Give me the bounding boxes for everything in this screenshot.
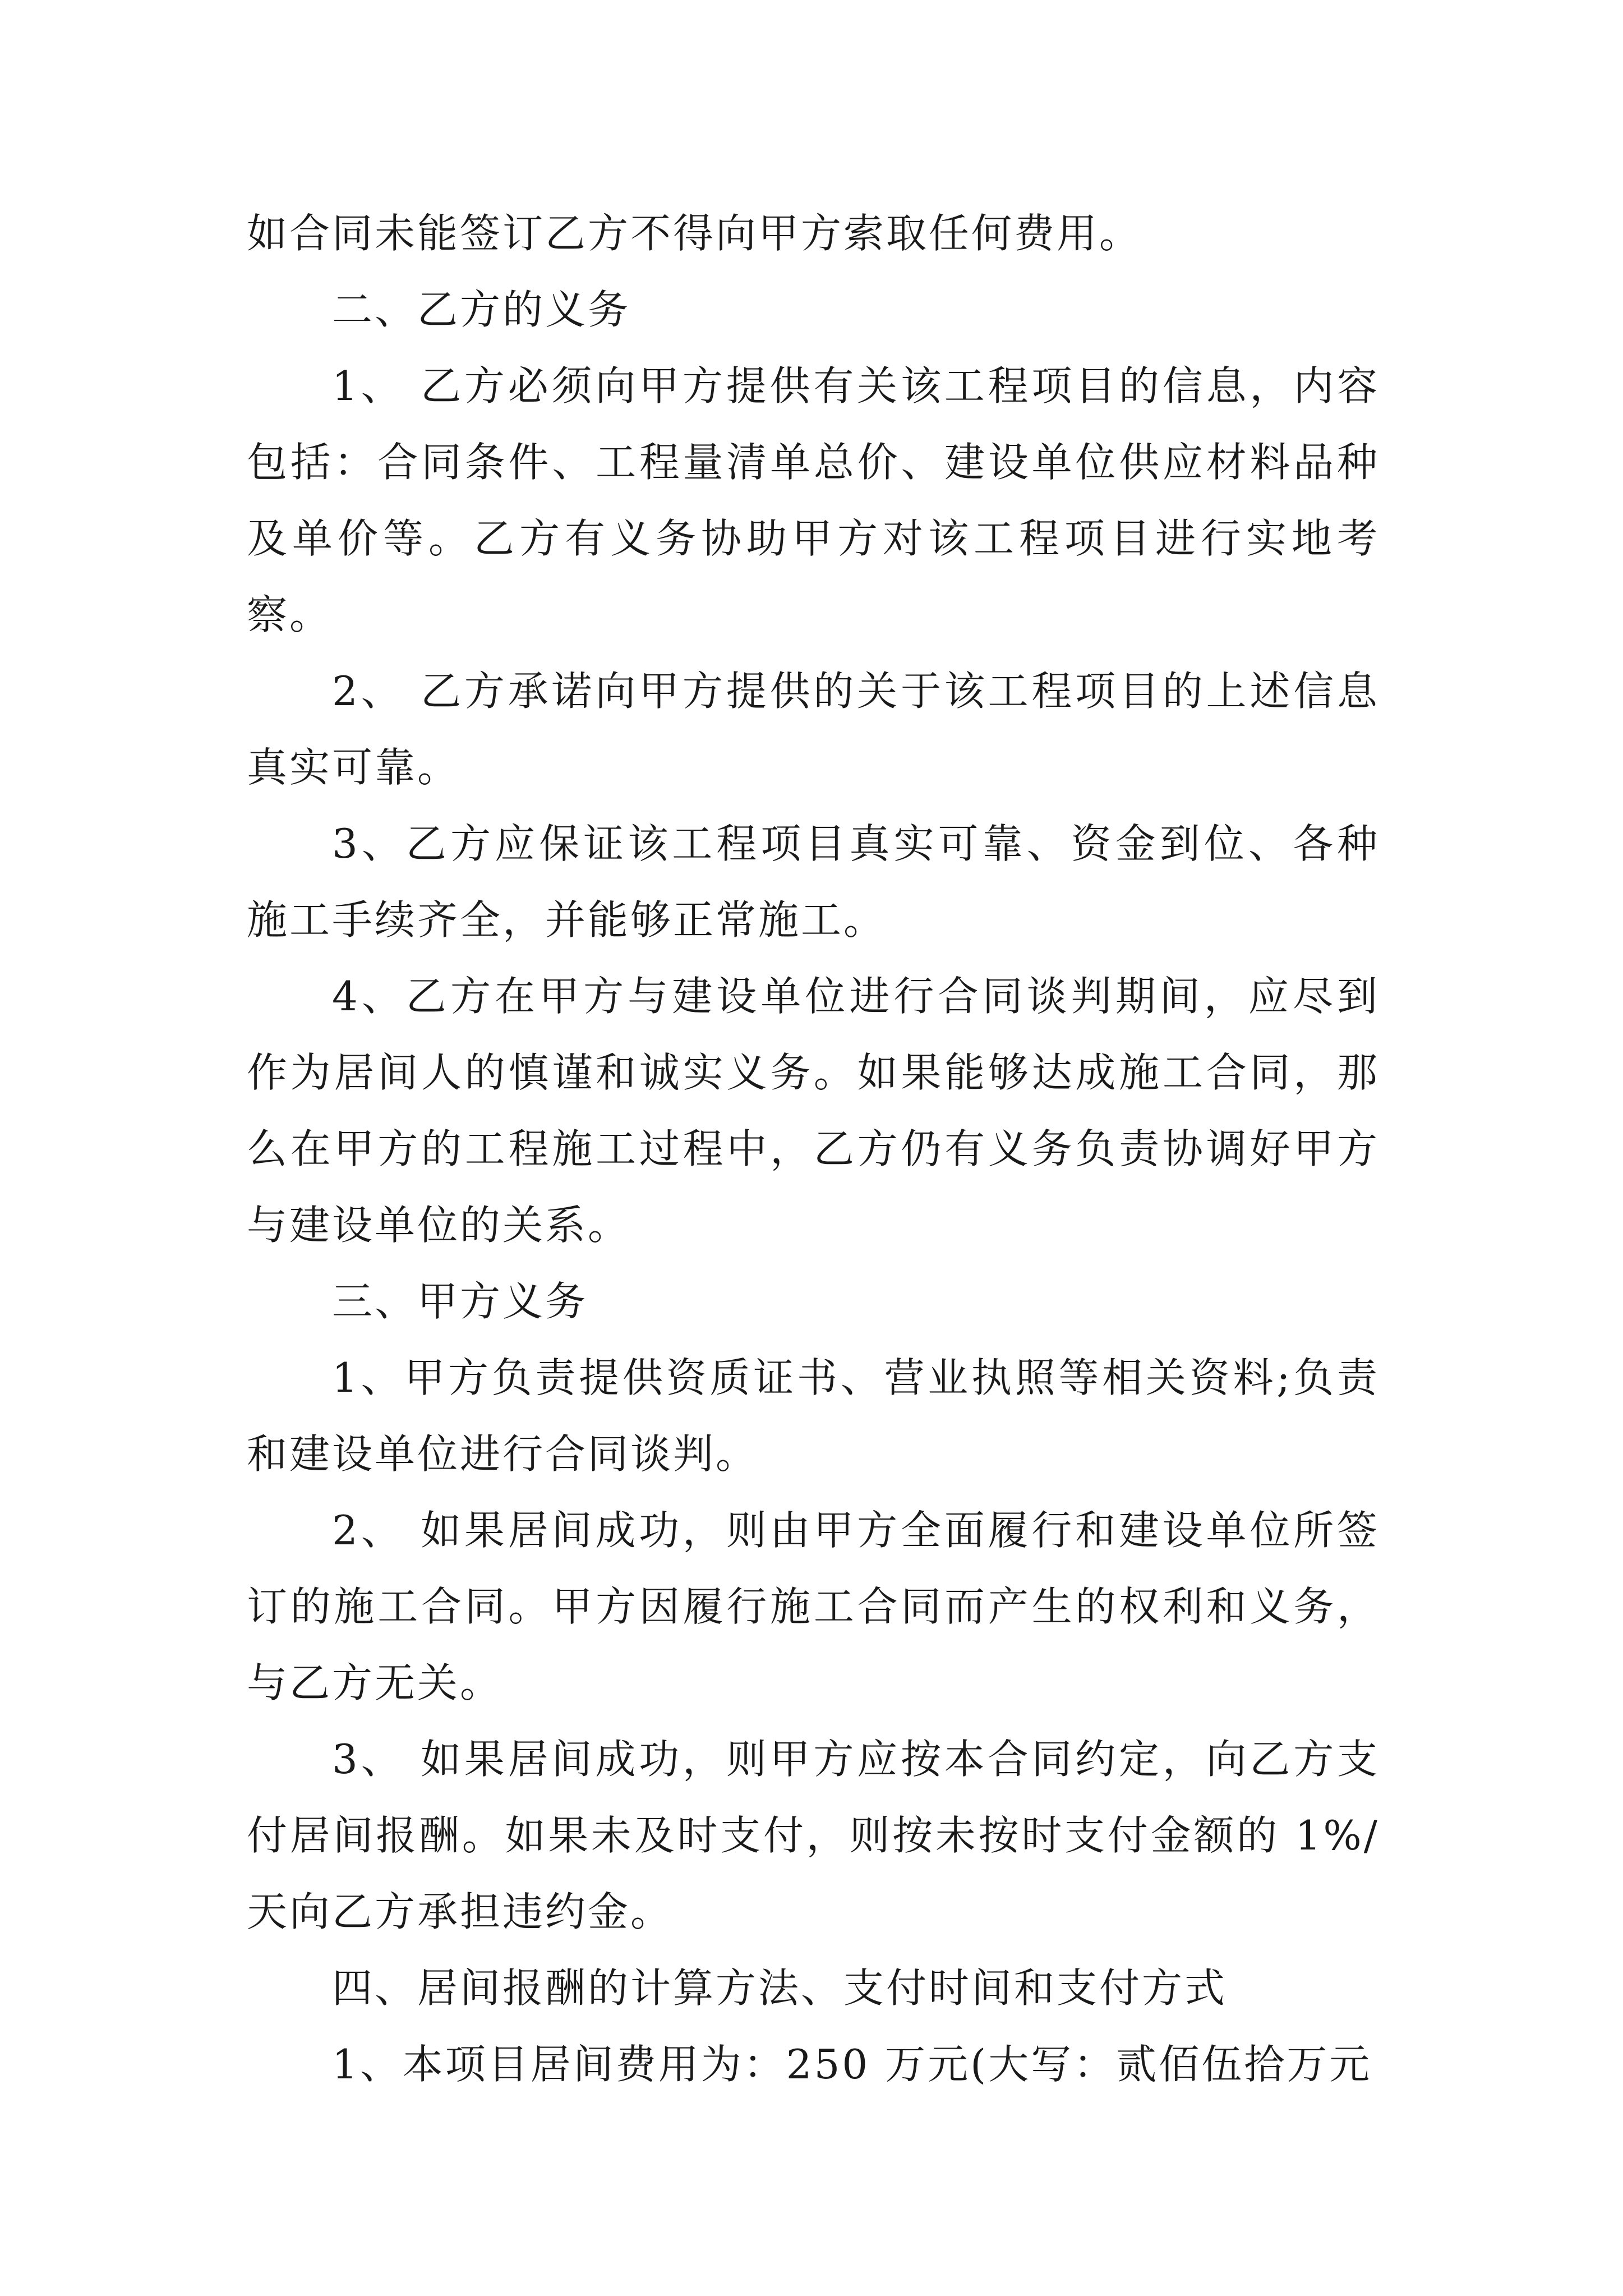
paragraph-b-obligation-3: 3、乙方应保证该工程项目真实可靠、资金到位、各种施工手续齐全，并能够正常施工。	[247, 820, 1380, 944]
paragraph-a-obligation-2: 2、 如果居间成功，则由甲方全面履行和建设单位所签订的施工合同。甲方因履行施工合同而产生的权利和义务，与乙方无关。	[247, 1507, 1380, 1706]
paragraph-b-obligation-1: 1、 乙方必须向甲方提供有关该工程项目的信息，内容包括：合同条件、工程量清单总价、建设单位供应材料品种及单价等。乙方有义务协助甲方对该工程项目进行实地考察。	[247, 362, 1380, 638]
paragraph-b-obligation-4: 4、乙方在甲方与建设单位进行合同谈判期间，应尽到作为居间人的慎谨和诚实义务。如果能够达成施工合同，那么在甲方的工程施工过程中，乙方仍有义务负责协调好甲方与建设单位的关系。	[247, 973, 1380, 1249]
heading-party-b-obligations: 二、乙方的义务	[332, 286, 631, 333]
paragraph-fee-clause: 如合同未能签订乙方不得向甲方索取任何费用。	[247, 210, 1142, 257]
paragraph-b-obligation-2: 2、 乙方承诺向甲方提供的关于该工程项目的上述信息真实可靠。	[247, 668, 1380, 791]
paragraph-commission-1: 1、本项目居间费用为：250 万元(大写：贰佰伍拾万元	[332, 2041, 1372, 2088]
heading-party-a-obligations: 三、甲方义务	[332, 1278, 588, 1325]
contract-body	[247, 195, 1380, 2102]
heading-commission-terms: 四、居间报酬的计算方法、支付时间和支付方式	[332, 1964, 1228, 2012]
paragraph-a-obligation-3: 3、 如果居间成功，则甲方应按本合同约定，向乙方支付居间报酬。如果未及时支付，则按未按时支付金额的 1%/天向乙方承担违约金。	[247, 1736, 1380, 1935]
paragraph-a-obligation-1: 1、甲方负责提供资质证书、营业执照等相关资料;负责和建设单位进行合同谈判。	[247, 1354, 1380, 1478]
